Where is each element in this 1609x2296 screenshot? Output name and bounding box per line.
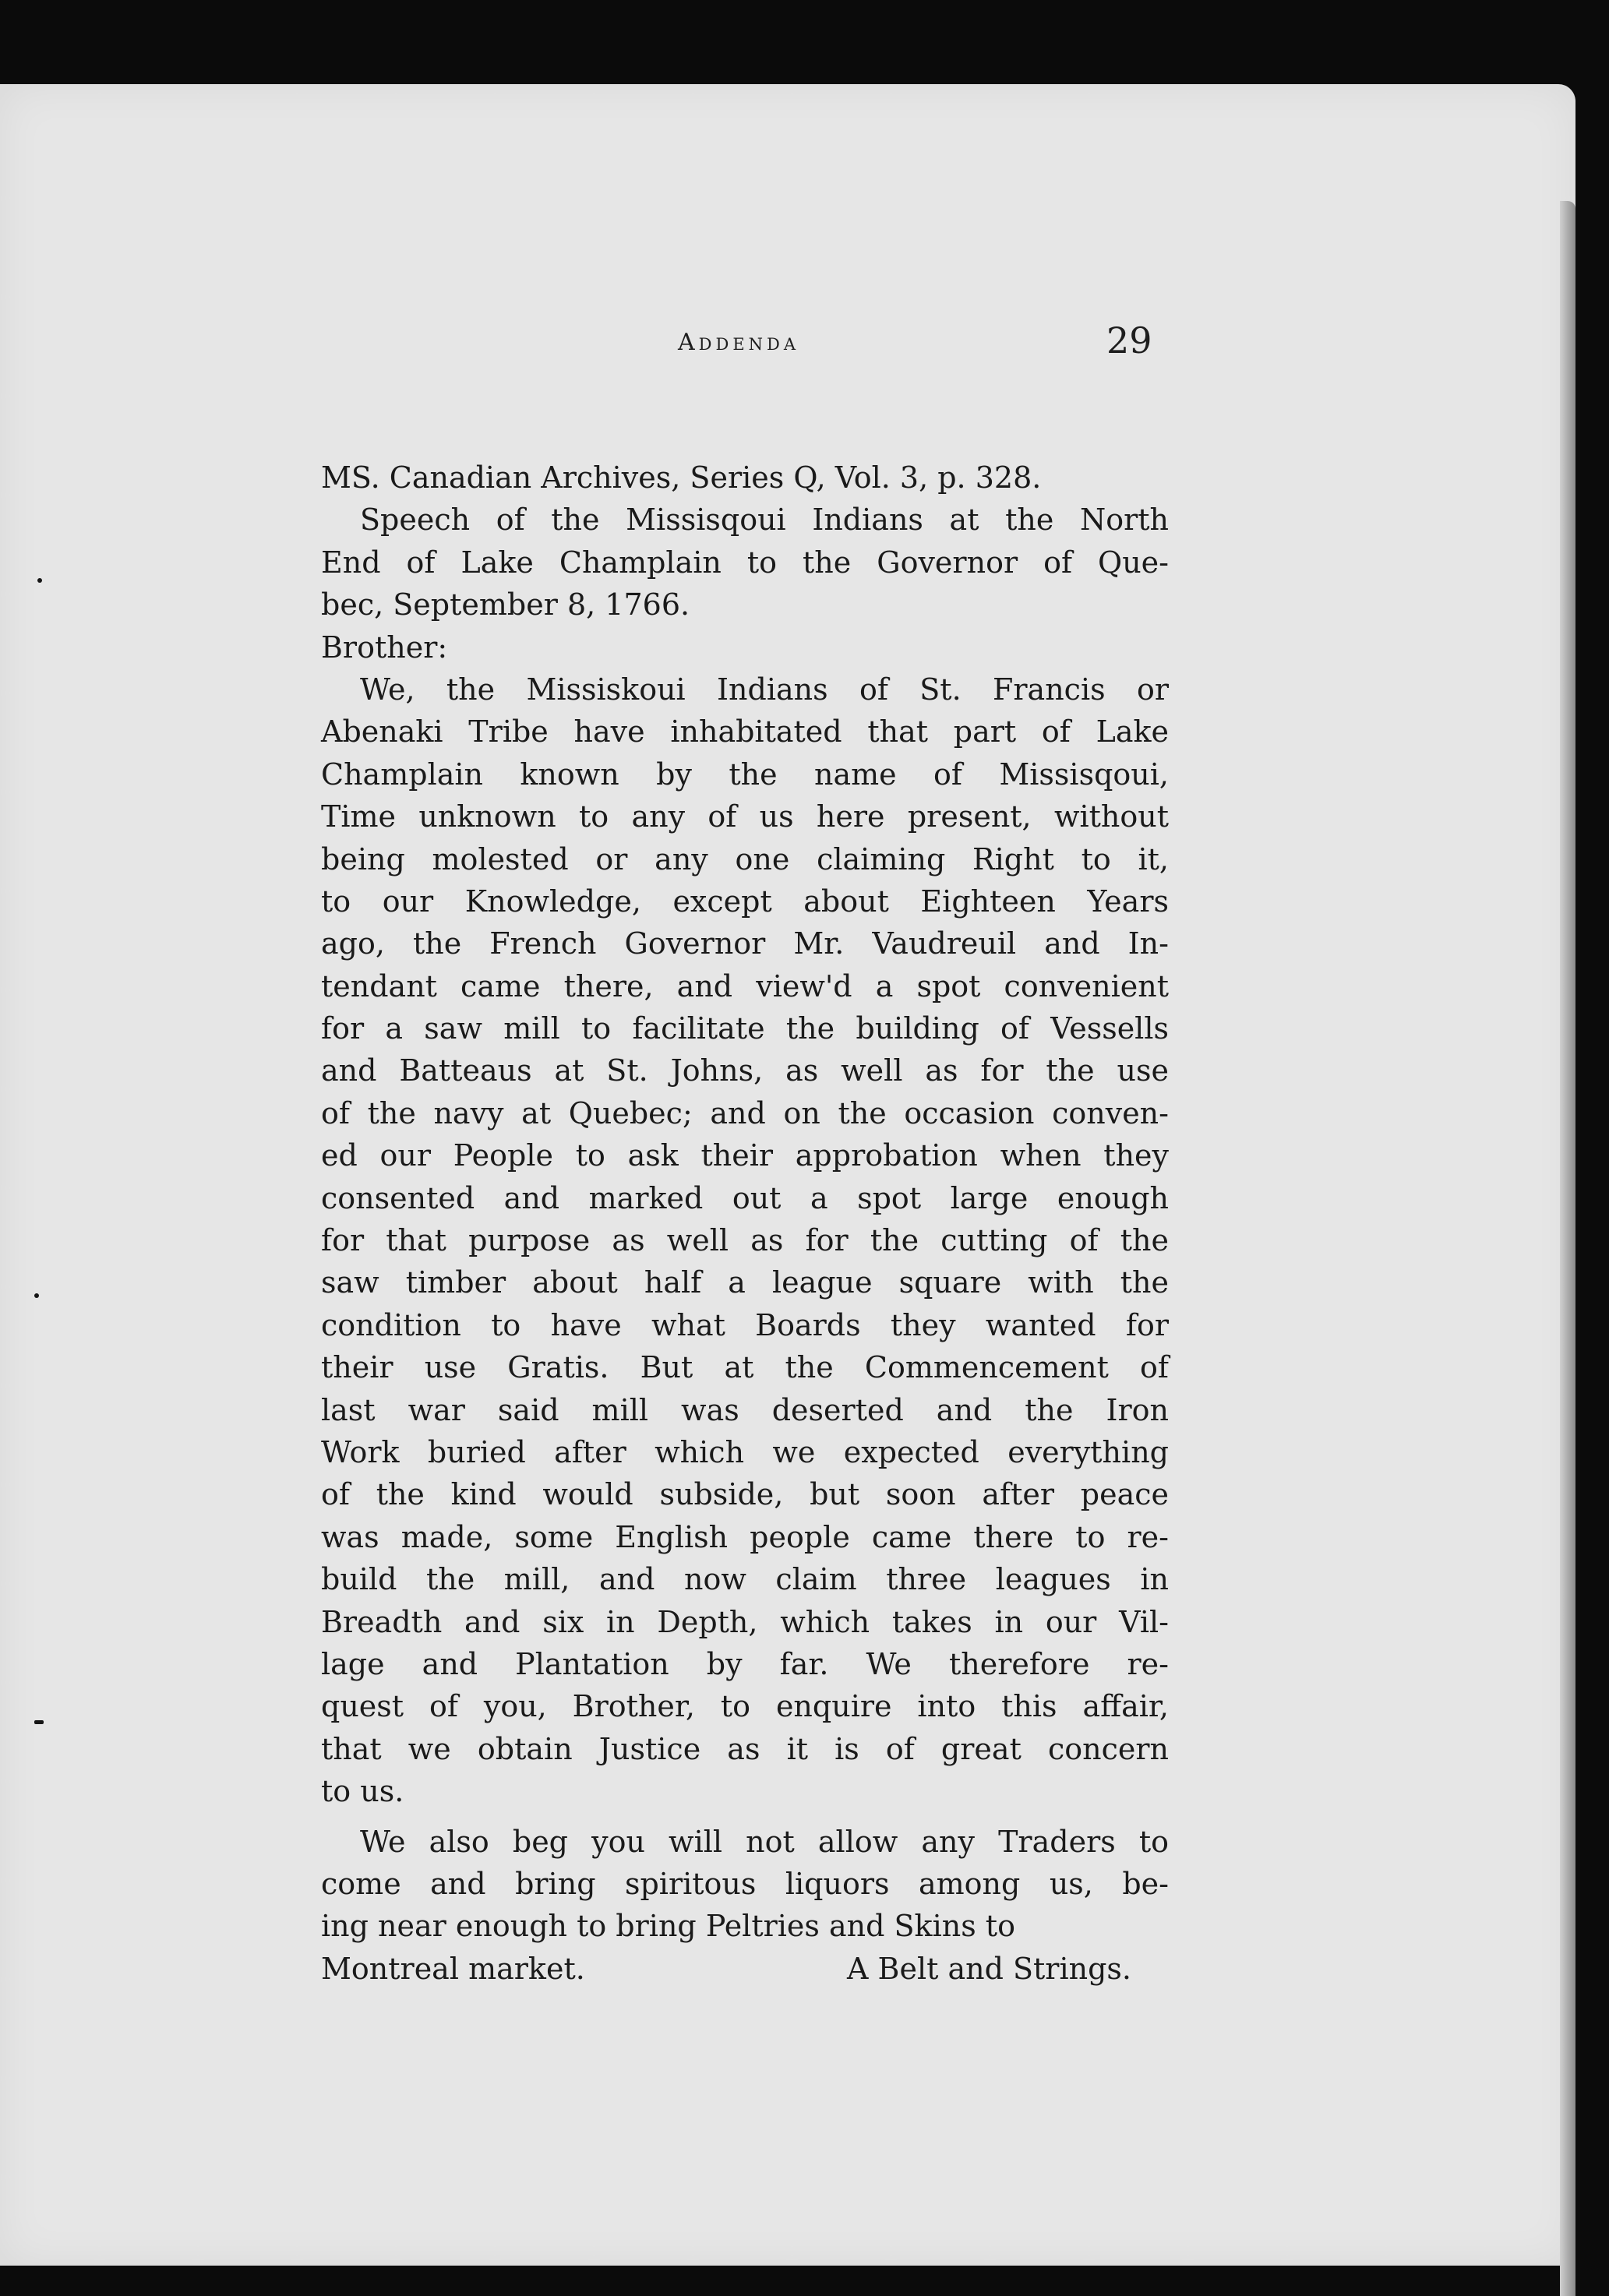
text-line: We, the Missiskoui Indians of St. Francis or <box>360 672 1169 707</box>
text-line: lage and Plantation by far. We therefore re- <box>321 1646 1169 1681</box>
text-line: Speech of the Missisqoui Indians at the North <box>360 503 1169 538</box>
closing-left-text: Montreal market. <box>321 1951 585 1986</box>
running-head <box>0 313 1575 383</box>
page-edge-shadow <box>1560 201 1575 2296</box>
text-line: build the mill, and now claim three leagues in <box>321 1562 1169 1597</box>
page-number: 29 <box>1106 319 1152 362</box>
text-line: of the kind would subside, but soon after peace <box>321 1477 1169 1512</box>
text-line: Time unknown to any of us here present, without <box>321 799 1169 834</box>
text-line: We also beg you will not allow any Traders to <box>360 1824 1169 1859</box>
closing-line <box>321 1948 1131 1990</box>
text-line: was made, some English people came there to re- <box>321 1519 1169 1554</box>
text-line: being molested or any one claiming Right to it, <box>321 841 1169 876</box>
text-line: for that purpose as well as for the cutting of the <box>321 1223 1169 1258</box>
closing-right-text: A Belt and Strings. <box>847 1951 1131 1986</box>
source-citation: MS. Canadian Archives, Series Q, Vol. 3, p. 328. <box>321 460 1042 495</box>
text-line: tendant came there, and view'd a spot convenient <box>321 968 1169 1003</box>
margin-speck <box>37 578 42 583</box>
text-line: that we obtain Justice as it is of great concern <box>321 1731 1169 1766</box>
text-line: ed our People to ask their approbation when they <box>321 1138 1169 1173</box>
running-head-title: Addenda <box>678 329 800 356</box>
text-line: and Batteaus at St. Johns, as well as for the use <box>321 1053 1169 1088</box>
text-line: ago, the French Governor Mr. Vaudreuil and In- <box>321 926 1169 961</box>
text-line: Brother: <box>321 630 448 665</box>
text-line: ing near enough to bring Peltries and Skins to <box>321 1909 1015 1944</box>
text-line: bec, September 8, 1766. <box>321 587 690 622</box>
body-text <box>321 457 1169 1990</box>
text-line: consented and marked out a spot large enough <box>321 1180 1169 1215</box>
text-line: last war said mill was deserted and the Iron <box>321 1392 1169 1427</box>
text-line: Abenaki Tribe have inhabitated that part of Lake <box>321 714 1169 749</box>
margin-speck <box>34 1293 39 1298</box>
text-line: of the navy at Quebec; and on the occasion conven- <box>321 1095 1169 1130</box>
text-line: their use Gratis. But at the Commencement of <box>321 1350 1169 1385</box>
text-line: condition to have what Boards they wanted for <box>321 1307 1169 1342</box>
text-line: quest of you, Brother, to enquire into this affair, <box>321 1689 1169 1724</box>
text-line: Breadth and six in Depth, which takes in our Vil- <box>321 1604 1169 1639</box>
text-line: come and bring spiritous liquors among us, be- <box>321 1866 1169 1901</box>
text-line: Champlain known by the name of Missisqoui, <box>321 757 1169 792</box>
text-line: saw timber about half a league square with the <box>321 1265 1169 1300</box>
text-line: for a saw mill to facilitate the building of Vessells <box>321 1011 1169 1046</box>
text-line: to us. <box>321 1774 404 1809</box>
text-line: End of Lake Champlain to the Governor of Que- <box>321 545 1169 580</box>
margin-speck <box>34 1720 44 1724</box>
text-line: to our Knowledge, except about Eighteen Years <box>321 883 1169 919</box>
text-line: Work buried after which we expected everything <box>321 1434 1169 1469</box>
